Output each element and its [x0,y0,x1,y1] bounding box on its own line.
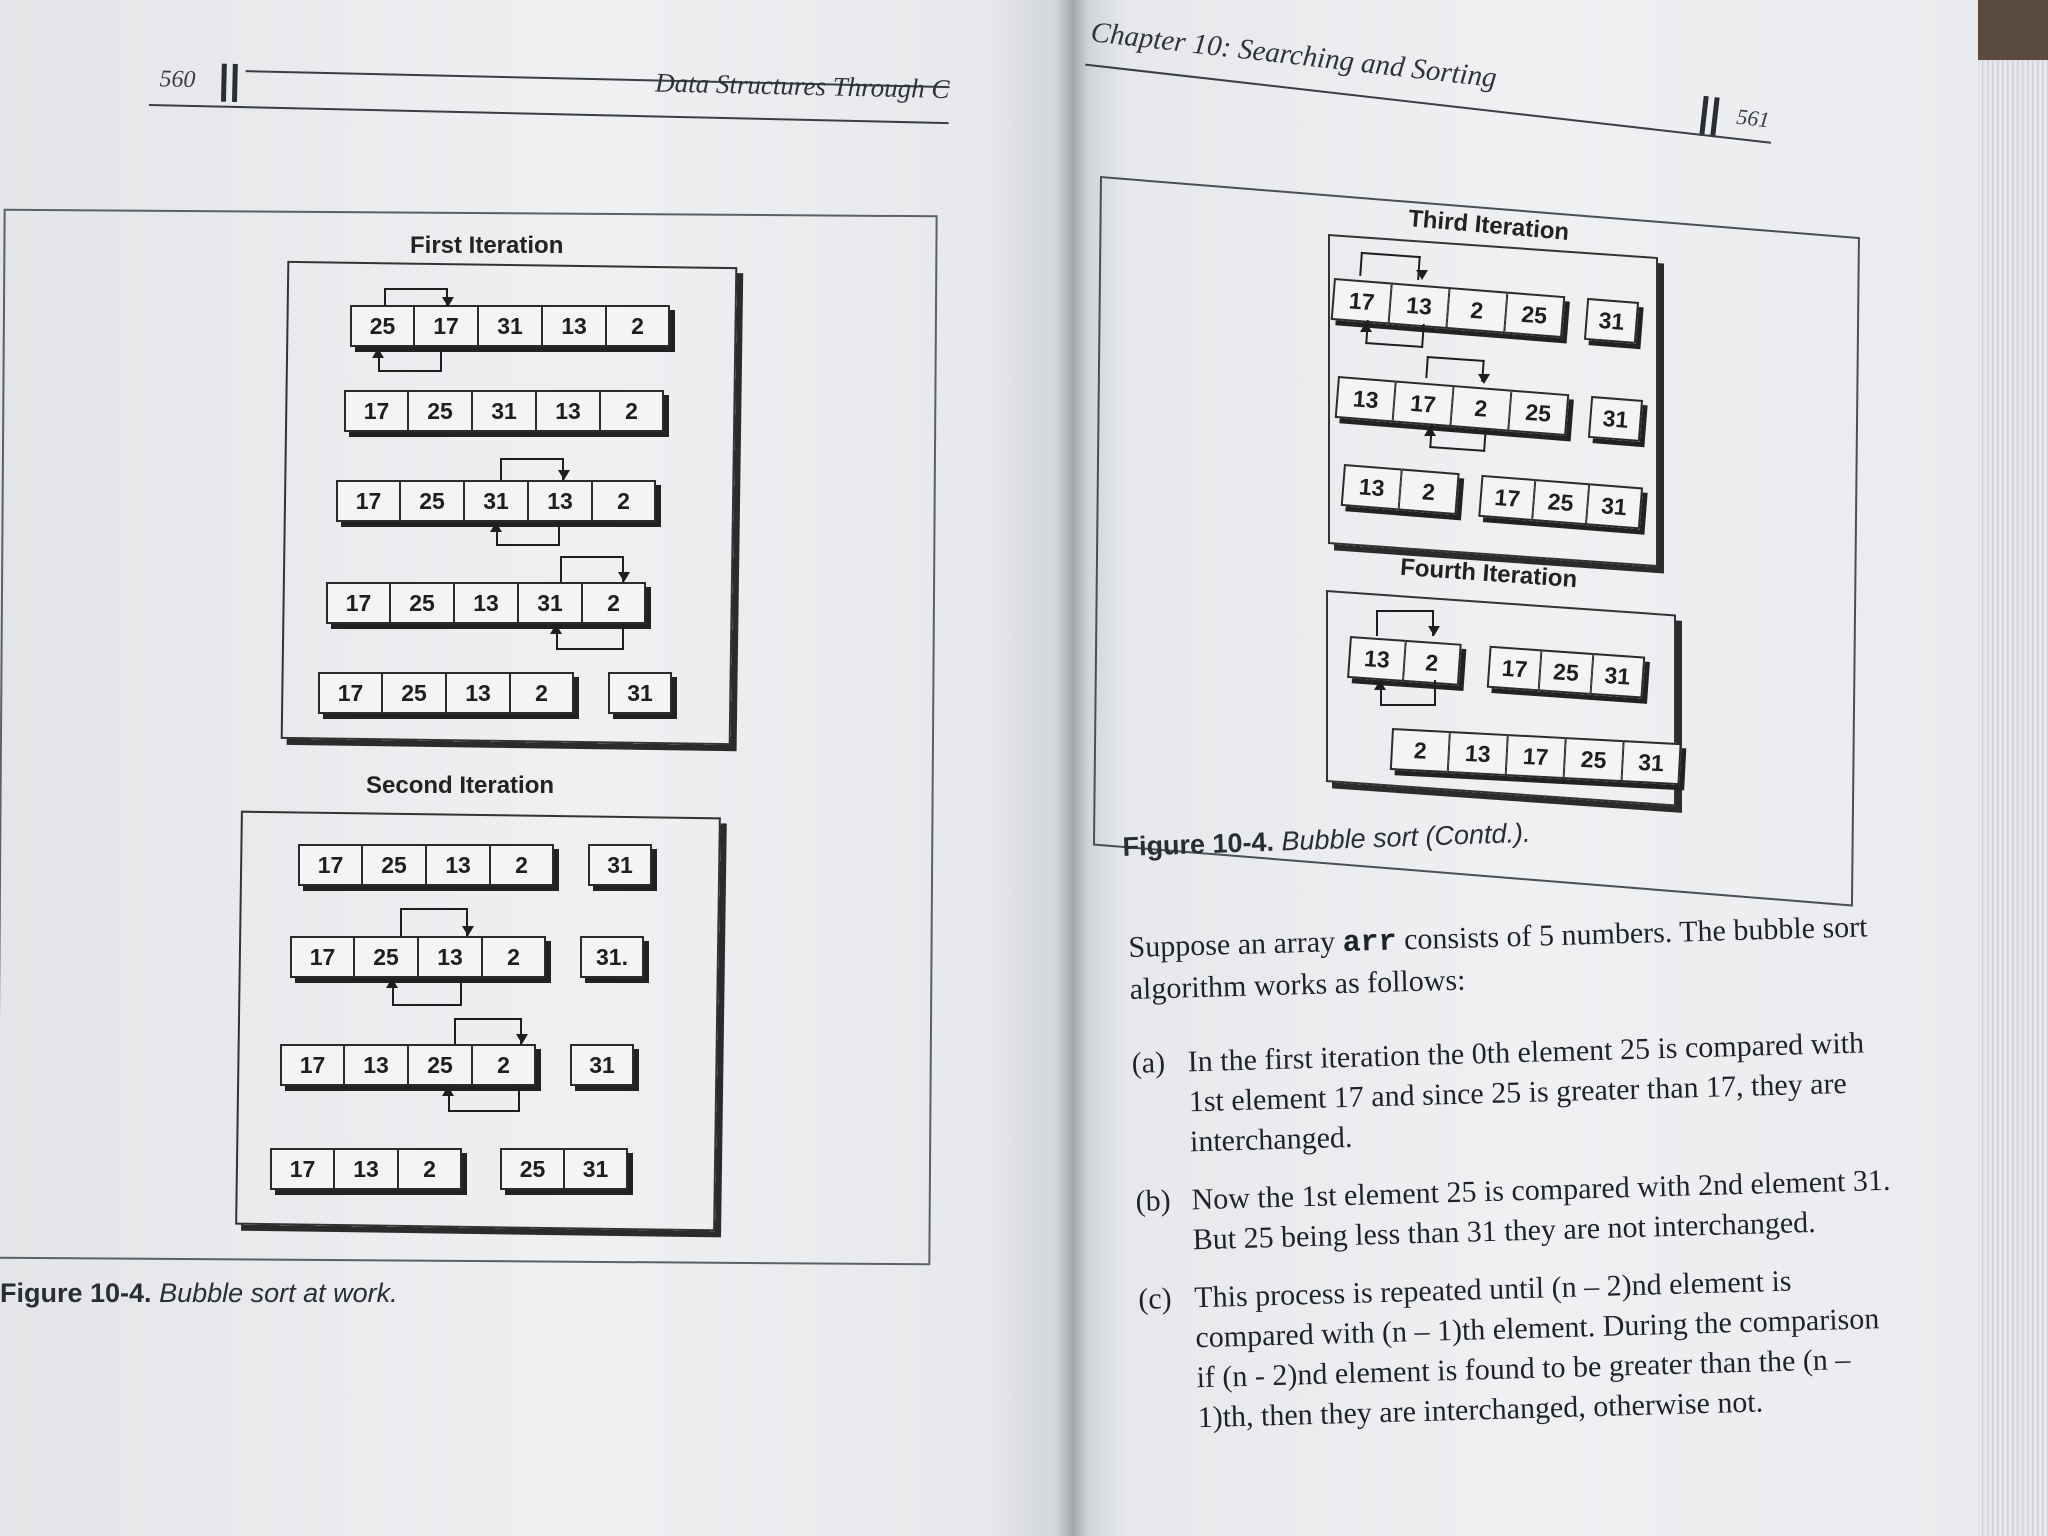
array-cell: 17 [298,844,362,886]
array-row [280,1044,634,1086]
arrow-head-down-icon [618,572,630,582]
arrow-head-up-icon [1374,680,1386,690]
second-iteration-title: Second Iteration [366,772,555,799]
array-cell: 25 [1532,479,1589,525]
body-text [1128,907,1902,1440]
array-cell: 17 [1331,278,1392,324]
array-cell: 13 [446,672,510,714]
arrow-head-up-icon [386,978,398,988]
array-cell: 31 [518,582,582,624]
array-group-sorted [580,936,644,978]
array-cell: 25 [362,844,426,886]
array-cell: 17 [414,305,478,347]
array-row [270,1148,628,1190]
array-group [280,1044,536,1086]
array-group [350,305,670,347]
array-cell: 17 [270,1148,334,1190]
list-item [1135,1161,1897,1262]
array-cell: 25 [350,305,414,347]
array-cell: 31 [588,844,652,886]
array-cell: 2 [606,305,670,347]
array-group [344,390,664,432]
book-gutter [1055,0,1089,1536]
left-running-title: Data Structures Through C [654,67,950,105]
list-item [1138,1259,1902,1440]
array-cell: 31 [564,1148,628,1190]
array-cell: 31 [570,1044,634,1086]
array-group [270,1148,462,1190]
array-cell: 31 [1586,483,1643,529]
array-cell: 17 [290,936,354,978]
array-cell: 25 [1504,292,1565,338]
array-cell: 25 [408,390,472,432]
array-cell: 25 [500,1148,564,1190]
swap-arrow-bottom [1429,424,1487,452]
array-group-sorted [608,672,672,714]
list-item-text: This process is repeated until (n – 2)nd element is compared with (n – 1)th element. During the comparison if (n - 2)nd element is found to be greater than the (n – 1)th, then they are interchanged, otherwise not. [1193,1264,1880,1435]
array-cell: 17 [344,390,408,432]
array-cell: 31 [1590,653,1645,699]
array-cell: 17 [1506,734,1566,779]
right-running-title: Chapter 10: Searching and Sorting [1089,16,1499,95]
swap-arrow-top [384,288,448,306]
array-cell: 13 [1389,283,1450,329]
arrow-head-up-icon [1424,426,1436,436]
arrow-head-down-icon [1416,270,1428,280]
array-cell: 13 [536,390,600,432]
arrow-head-down-icon [462,926,474,936]
array-cell: 17 [280,1044,344,1086]
array-cell: 2 [1450,385,1511,431]
array-cell: 31 [464,480,528,522]
arrow-head-down-icon [442,297,454,307]
array-row [318,672,672,714]
intro-text-rest: consists of 5 numbers. The bubble sort algorithm works as follows: [1129,910,1868,1006]
array-cell: 2 [582,582,646,624]
array-cell: 13 [344,1044,408,1086]
list-item-text: Now the 1st element 25 is compared with 2nd element 31. But 25 being less than 31 they are not interchanged. [1191,1163,1891,1257]
right-page-number: 561 [1735,103,1771,133]
caption-text: Bubble sort (Contd.). [1280,817,1531,857]
array-group [298,844,554,886]
array-cell: 2 [1446,287,1507,333]
swap-arrow-top [560,556,624,582]
array-cell: 31. [580,936,644,978]
array-cell: 13 [1335,376,1396,422]
array-cell: 25 [400,480,464,522]
array-cell: 2 [398,1148,462,1190]
array-cell: 17 [336,480,400,522]
array-cell: 13 [542,305,606,347]
swap-arrow-top [500,458,564,480]
swap-arrow-top [1359,252,1421,280]
array-cell: 13 [334,1148,398,1190]
array-cell: 25 [382,672,446,714]
array-cell: 25 [1564,737,1624,782]
swap-arrow-bottom [448,1086,520,1112]
array-cell: 31 [608,672,672,714]
left-page-number: 560 [159,66,196,94]
array-row [350,305,670,347]
caption-label: Figure 10-4. [0,1278,152,1308]
swap-arrow-top [1376,610,1434,636]
array-cell: 2 [490,844,554,886]
array-cell: 13 [528,480,592,522]
array-cell: 2 [472,1044,536,1086]
arrow-head-down-icon [558,470,570,480]
array-cell: 17 [318,672,382,714]
array-group-sorted [1588,396,1643,442]
intro-code-arr: arr [1342,925,1398,962]
array-cell: 13 [1347,636,1406,682]
array-group [290,936,546,978]
swap-arrow-top [1425,356,1484,382]
array-row [344,390,664,432]
array-cell: 31 [1584,298,1639,344]
array-cell: 13 [1341,464,1402,510]
arrow-head-up-icon [442,1086,454,1096]
array-cell: 31 [478,305,542,347]
array-cell: 31 [1621,740,1681,785]
arrow-head-down-icon [1428,626,1440,636]
header-bars-icon [1699,96,1719,138]
arrow-head-down-icon [1478,374,1490,384]
list-item-label: (b) [1135,1183,1172,1218]
array-group [326,582,646,624]
header-bars-icon [221,64,238,102]
list-item-label: (a) [1131,1046,1166,1080]
array-cell: 13 [418,936,482,978]
array-cell: 2 [600,390,664,432]
array-cell: 2 [482,936,546,978]
swap-arrow-bottom [556,624,624,650]
array-row [326,582,646,624]
arrow-head-up-icon [1360,322,1372,332]
array-row [298,844,652,886]
swap-arrow-top [454,1018,522,1044]
array-cell: 13 [454,582,518,624]
array-group [1341,464,1460,515]
array-group [336,480,656,522]
array-row [336,480,656,522]
array-cell: 25 [354,936,418,978]
caption-text: Bubble sort at work. [159,1278,398,1308]
arrow-head-down-icon [516,1034,528,1044]
first-iteration-title: First Iteration [410,232,564,259]
array-cell: 17 [1487,646,1542,692]
array-cell: 31 [1588,396,1643,442]
intro-text: Suppose an array [1128,925,1344,964]
third-iteration-title: Third Iteration [1407,205,1571,246]
array-cell: 25 [390,582,454,624]
swap-arrow-bottom [496,522,560,546]
arrow-head-up-icon [372,348,384,358]
array-cell: 25 [1508,390,1569,436]
array-cell: 25 [1539,649,1594,695]
array-cell: 25 [408,1044,472,1086]
array-cell: 17 [1393,381,1454,427]
swap-arrow-top [400,908,468,936]
array-cell: 2 [510,672,574,714]
list-item-text: In the first iteration the 0th element 25 is compared with 1st element 17 and since 25 is greater than 17, they are interchanged. [1187,1026,1865,1159]
array-group-sorted [588,844,652,886]
array-cell: 2 [592,480,656,522]
array-cell: 2 [1390,728,1450,773]
swap-arrow-bottom [1365,320,1425,348]
array-cell: 13 [426,844,490,886]
array-group [318,672,574,714]
array-cell: 17 [1478,475,1535,521]
swap-arrow-bottom [392,978,462,1006]
page-edges [1978,60,2048,1536]
array-cell: 31 [472,390,536,432]
array-cell: 2 [1399,469,1460,515]
caption-label: Figure 10-4. [1122,826,1275,862]
list-item [1131,1023,1894,1164]
figure-caption-left [0,1278,398,1309]
array-group [1347,636,1462,686]
array-row [290,936,644,978]
array-group-sorted [1584,298,1639,344]
array-cell: 13 [1448,731,1508,776]
fourth-iteration-title: Fourth Iteration [1399,553,1579,594]
arrow-head-up-icon [490,522,502,532]
array-group-sorted [570,1044,634,1086]
array-group-sorted [500,1148,628,1190]
array-cell: 2 [1403,640,1462,686]
arrow-head-up-icon [550,624,562,634]
swap-arrow-bottom [1380,680,1436,706]
swap-arrow-bottom [378,348,442,372]
list-item-label: (c) [1137,1281,1173,1316]
array-cell: 17 [326,582,390,624]
